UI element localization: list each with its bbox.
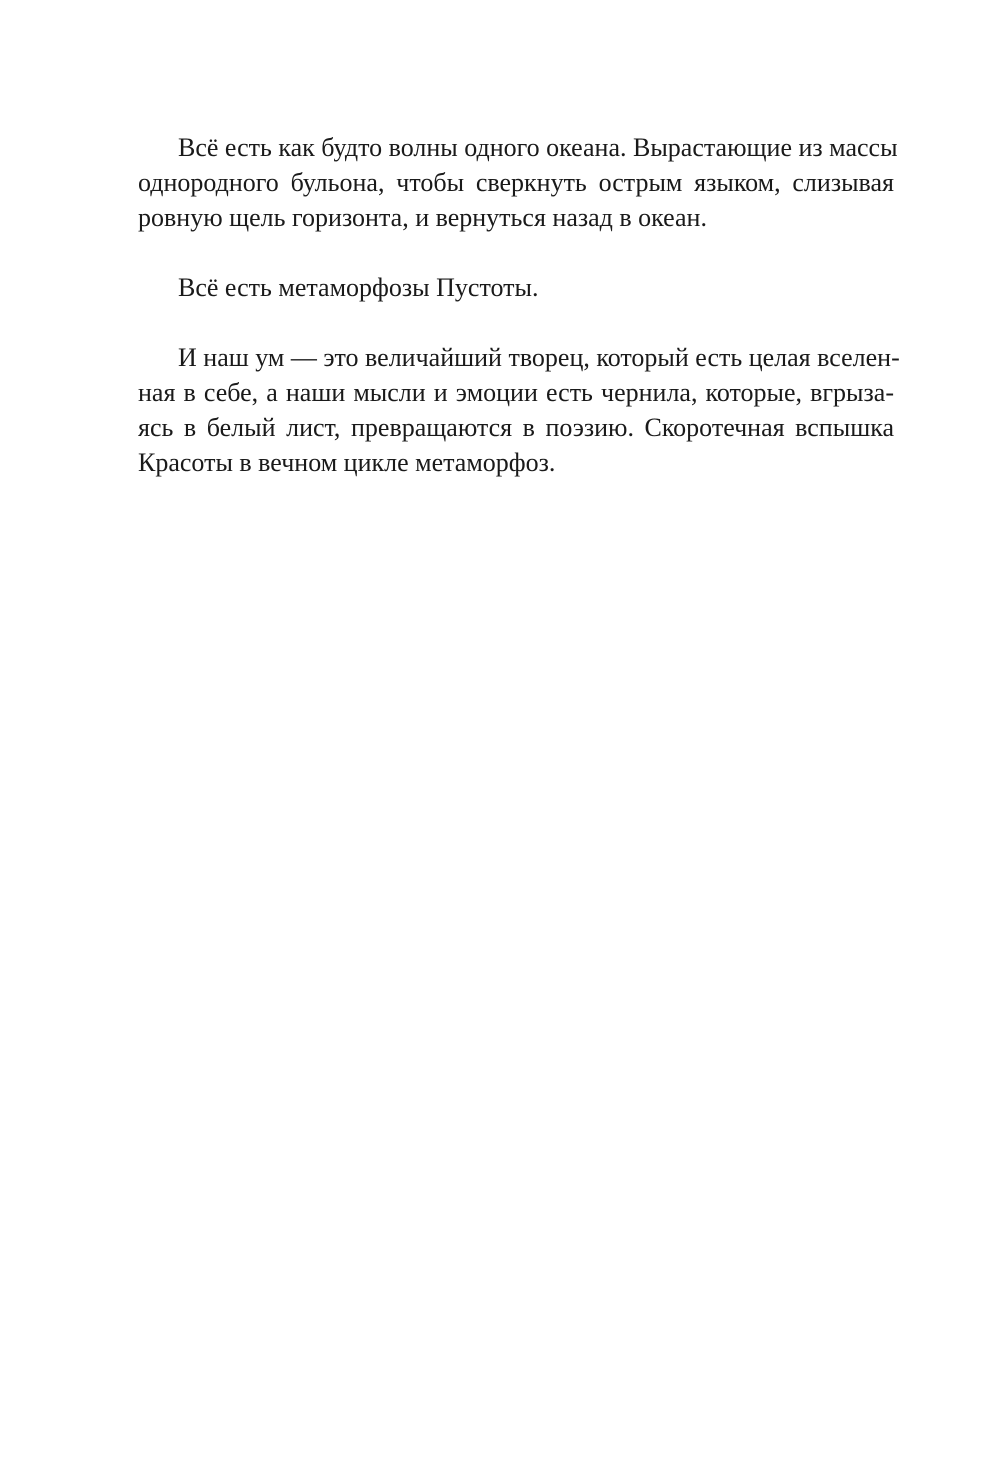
paragraph-3-line-2: ная в себе, а наши мысли и эмоции есть чернила, которые, вгрыза- [138, 378, 894, 407]
paragraph-2-line-1: Всё есть метаморфозы Пустоты. [178, 273, 539, 302]
paragraph-1-line-1: Всё есть как будто волны одного океана. Вырастающие из массы [178, 133, 898, 162]
paragraph-2 [138, 270, 894, 305]
paragraph-1-line-2: однородного бульона, чтобы сверкнуть острым языком, слизывая [138, 168, 894, 197]
paragraph-3-line-3: ясь в белый лист, превращаются в поэзию. Скоротечная вспышка [138, 413, 894, 442]
paragraph-spacer [138, 235, 894, 270]
body-text [138, 130, 900, 480]
paragraph-1 [138, 130, 898, 235]
paragraph-3-line-4: Красоты в вечном цикле метаморфоз. [138, 448, 556, 477]
paragraph-1-line-3: ровную щель горизонта, и вернуться назад в океан. [138, 203, 707, 232]
paragraph-3-line-1: И наш ум — это величайший творец, который есть целая вселен- [178, 343, 900, 372]
paragraph-3 [138, 340, 900, 480]
paragraph-spacer [138, 305, 894, 340]
